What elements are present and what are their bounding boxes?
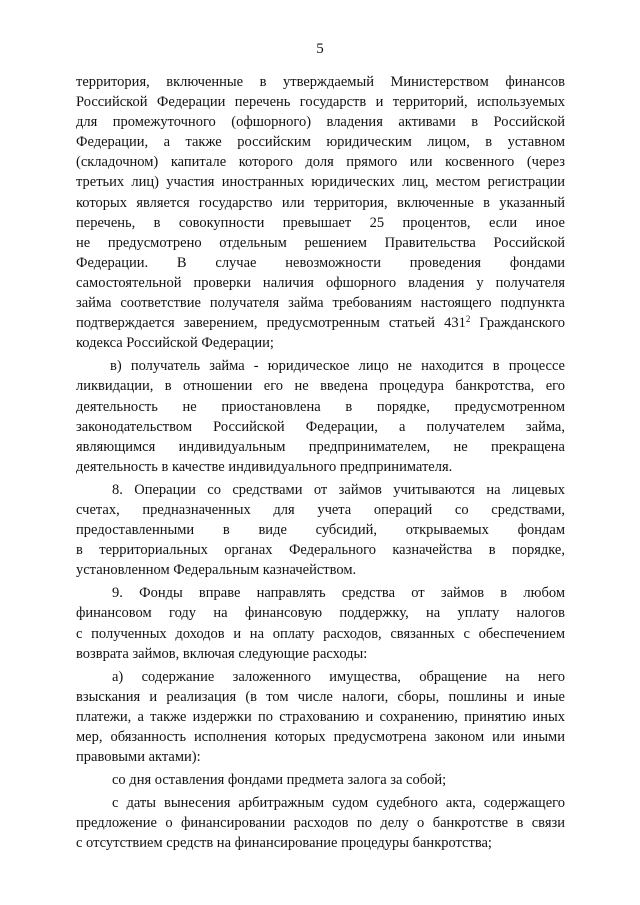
paragraph-continuation (76, 72, 565, 353)
text-line: правовыми актами): (76, 749, 201, 766)
clause-court-act-date (76, 793, 565, 853)
text-line: законодательством Российской Федерации, а получателем займа, (76, 418, 565, 435)
text-line: в территориальных органах Федерального казначейства в порядке, (76, 542, 565, 559)
text-fragment: Гражданского (470, 315, 565, 332)
text-line: ликвидации, в отношении его не введена процедура банкротства, его (76, 378, 565, 395)
text-fragment: подтверждается заверением, предусмотренным статьей 431 (76, 315, 466, 332)
text-line: предложение о финансировании расходов по делу о банкротстве в связи (76, 815, 565, 832)
text-line: в) получатель займа - юридическое лицо не находится в процессе (110, 358, 565, 375)
text-line: с полученных доходов и на оплату расходов, связанных с обеспечением (76, 625, 565, 642)
text-line: являющимся индивидуальным предпринимателем, не прекращена (76, 438, 565, 455)
text-line: Федерации. В случае невозможности проведения фондами (76, 254, 565, 271)
subparagraph-a (76, 667, 565, 767)
text-line: которых является государство или территория, включенные в указанный (76, 194, 565, 211)
text-line: платежи, а также издержки по страхованию и сохранению, принятию иных (76, 708, 565, 725)
text-line: возврата займов, включая следующие расходы: (76, 645, 368, 662)
text-line: финансовом году на финансовую поддержку, на уплату налогов (76, 605, 565, 622)
point-9 (76, 583, 565, 663)
text-line: взыскания и реализация (в том числе налоги, сборы, пошлины и иные (76, 688, 565, 705)
text-line: счетах, предназначенных для учета операций со средствами, (76, 501, 565, 518)
text-line: не предусмотрено отдельным решением Правительства Российской (76, 234, 565, 251)
text-line: со дня оставления фондами предмета залога за собой; (112, 772, 447, 789)
text-line: установленном Федеральным казначейством. (76, 562, 357, 579)
text-line: для промежуточного (офшорного) владения активами в Российской (76, 114, 565, 131)
text-line: а) содержание заложенного имущества, обращение на него (112, 668, 565, 685)
subparagraph-v (76, 356, 565, 477)
text-line: с отсутствием средств на финансирование процедуры банкротства; (76, 835, 492, 852)
text-line: предоставленными в виде субсидий, открываемых фондам (76, 522, 565, 539)
text-line: деятельность в качестве индивидуального предпринимателя. (76, 458, 453, 475)
text-line: с даты вынесения арбитражным судом судебного акта, содержащего (112, 795, 565, 812)
text-line: займа соответствие получателя займа требованиям настоящего подпункта (76, 295, 565, 312)
text-line: мер, обязанность исполнения которых предусмотрена законом или иными (76, 729, 565, 745)
superscript: 2 (465, 314, 471, 325)
clause-collateral-retention (76, 770, 565, 790)
text-line: Российской Федерации перечень государств и территорий, используемых (76, 94, 565, 111)
text-line: деятельность не приостановлена в порядке, предусмотренном (76, 398, 565, 415)
text-line: 9. Фонды вправе направлять средства от займов в любом (112, 585, 565, 602)
text-line: (складочном) капитале которого доля прямого или косвенного (через (76, 154, 565, 171)
document-body (76, 72, 565, 854)
text-line-with-superscript (76, 313, 565, 333)
text-line: 8. Операции со средствами от займов учитываются на лицевых (112, 481, 565, 498)
point-8 (76, 480, 565, 580)
text-line: перечень, в совокупности превышает 25 процентов, если иное (76, 214, 565, 231)
text-line: третьих лиц) участия иностранных юридических лиц, местом регистрации (76, 174, 565, 191)
text-line: Федерации, а также российским юридическим лицом, в уставном (76, 134, 565, 151)
text-line: кодекса Российской Федерации; (76, 335, 274, 352)
text-line: самостоятельной проверки наличия офшорного владения у получателя (76, 274, 565, 291)
page-number: 5 (316, 41, 324, 57)
text-line: территория, включенные в утверждаемый Министерством финансов (76, 74, 565, 90)
